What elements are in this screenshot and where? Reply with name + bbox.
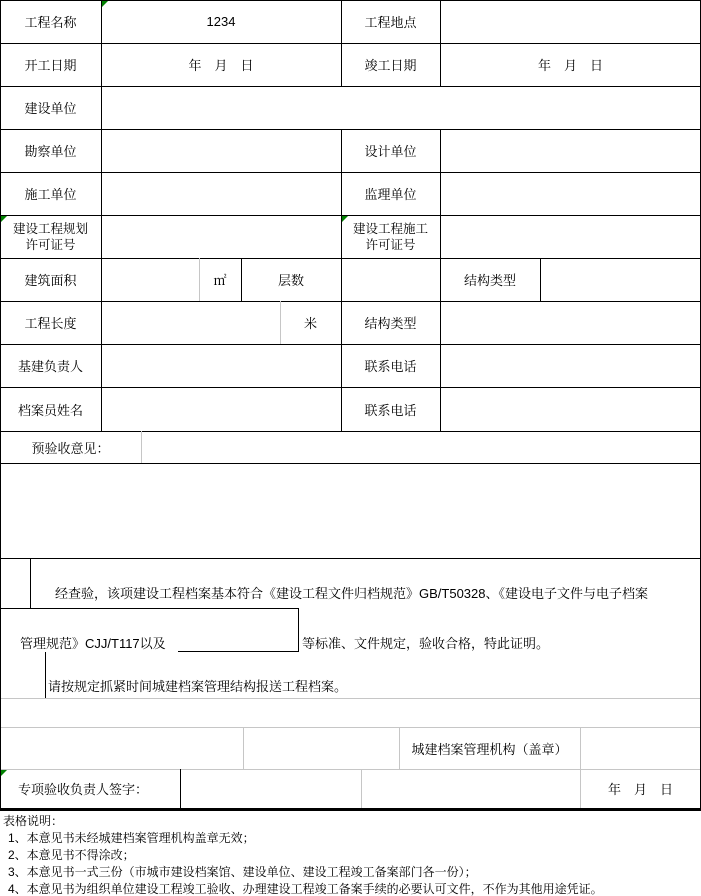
contact-phone-row1-label: 联系电话 (364, 359, 417, 374)
notes-title: 表格说明： (3, 814, 64, 828)
grid-line (0, 698, 701, 699)
statement-line2-suffix: 等标准、文件规定，验收合格，特此证明。 (302, 636, 550, 651)
statement-line2-prefix: 管理规范》CJJ/T117以及 (20, 636, 166, 651)
grid-line (243, 727, 244, 769)
grid-line (361, 769, 362, 808)
construction-unit-value[interactable] (101, 86, 701, 129)
acceptance-signer-label: 专项验收负责人签字： (18, 782, 149, 797)
archive-authority-stamp-label: 城建档案管理机构（盖章） (411, 741, 568, 757)
survey-unit-label: 勘察单位 (24, 144, 77, 159)
construction-permit-value[interactable] (440, 215, 701, 258)
acceptance-signer-value[interactable] (180, 769, 361, 808)
pre-acceptance-value[interactable] (141, 431, 700, 463)
note-item: 1、本意见书未经城建档案管理机构盖章无效； (8, 831, 255, 845)
statement-fill-in-blank[interactable] (178, 608, 298, 651)
project-name-value[interactable]: 1234 (206, 14, 236, 29)
structure-type-row2-label: 结构类型 (364, 316, 417, 331)
completion-date-value[interactable]: 年 月 日 (537, 58, 603, 73)
grid-line (0, 558, 701, 559)
contact-phone-row2-value[interactable] (440, 387, 701, 431)
building-area-value[interactable] (101, 258, 199, 301)
project-length-unit: 米 (303, 316, 317, 331)
design-unit-label: 设计单位 (364, 144, 417, 159)
project-length-value[interactable] (101, 301, 280, 344)
floors-value[interactable] (341, 258, 440, 301)
floors-label: 层数 (277, 273, 304, 288)
statement-line3: 请按规定抓紧时间城建档案管理结构报送工程档案。 (48, 679, 348, 694)
note-item: 4、本意见书为组织单位建设工程竣工验收、办理建设工程竣工备案手续的必要认可文件，不作为其他用途凭证。 (8, 882, 603, 896)
construction-permit-label-line2: 许可证号 (365, 237, 416, 252)
archivist-name-label: 档案员姓名 (17, 402, 83, 418)
fill-in-underline (178, 651, 298, 652)
construction-permit-label (341, 215, 440, 258)
project-location-label: 工程地点 (364, 15, 417, 30)
statement-line1: 经查验，该项建设工程档案基本符合《建设工程文件归档规范》GB/T50328、《建设电子文件与电子档案 (55, 586, 648, 601)
planning-permit-value[interactable] (101, 215, 341, 258)
supervision-unit-label: 监理单位 (364, 187, 417, 202)
project-location-value[interactable] (440, 0, 701, 43)
contact-phone-row2-label: 联系电话 (364, 402, 417, 418)
grid-line (298, 608, 299, 652)
table-bottom-border (0, 808, 701, 811)
note-item: 3、本意见书一式三份（市城市建设档案馆、建设单位、建设工程竣工备案部门各一份）； (8, 865, 477, 879)
building-area-label: 建筑面积 (24, 273, 77, 288)
structure-type-row1-label: 结构类型 (463, 273, 516, 288)
pre-acceptance-label: 预验收意见： (31, 440, 110, 456)
structure-type-row1-value[interactable] (540, 258, 701, 301)
project-length-label: 工程长度 (24, 316, 77, 331)
grid-line (45, 652, 46, 698)
planning-permit-label-line2: 许可证号 (25, 237, 76, 252)
signature-date-value[interactable]: 年 月 日 (607, 782, 673, 797)
archivist-name-value[interactable] (101, 387, 341, 431)
note-item: 2、本意见书不得涂改； (8, 848, 135, 862)
contact-phone-row1-value[interactable] (440, 344, 701, 387)
structure-type-row2-value[interactable] (440, 301, 701, 344)
building-area-unit: ㎡ (213, 273, 227, 288)
project-name-label: 工程名称 (24, 15, 77, 30)
planning-permit-label (0, 215, 101, 258)
infrastructure-head-value[interactable] (101, 344, 341, 387)
builder-unit-value[interactable] (101, 172, 341, 215)
start-date-label: 开工日期 (24, 58, 77, 73)
grid-line (30, 558, 31, 608)
planning-permit-label-line1: 建设工程规划 (12, 221, 88, 236)
start-date-value[interactable]: 年 月 日 (188, 58, 254, 73)
construction-unit-label: 建设单位 (24, 101, 77, 116)
grid-line (0, 727, 701, 728)
builder-unit-label: 施工单位 (24, 187, 77, 202)
pre-acceptance-opinion-area[interactable] (0, 463, 701, 558)
supervision-unit-value[interactable] (440, 172, 701, 215)
survey-unit-value[interactable] (101, 129, 341, 172)
infrastructure-head-label: 基建负责人 (17, 359, 83, 374)
design-unit-value[interactable] (440, 129, 701, 172)
completion-date-label: 竣工日期 (364, 58, 417, 73)
construction-permit-label-line1: 建设工程施工 (352, 221, 428, 236)
